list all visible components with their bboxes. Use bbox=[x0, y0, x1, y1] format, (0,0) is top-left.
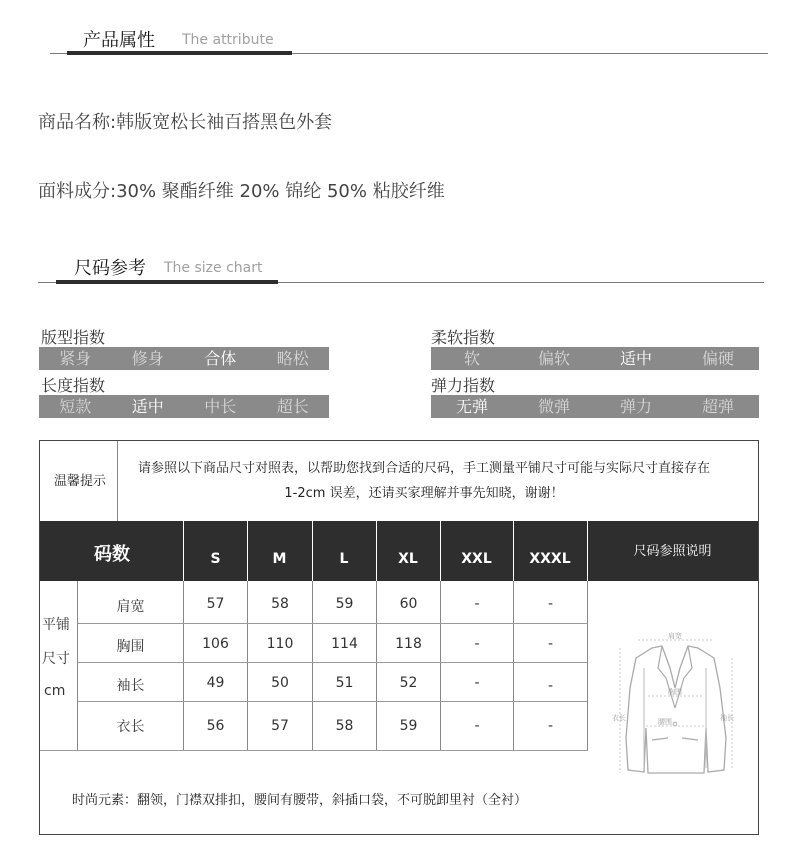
jacket-measurement-diagram bbox=[600, 628, 750, 778]
fit-option: 略松 bbox=[276, 349, 309, 368]
size-cell: - bbox=[547, 636, 554, 652]
size-cell: - bbox=[474, 675, 480, 691]
elasticity-index-label: 弹力指数 bbox=[431, 376, 496, 395]
size-header-accent bbox=[56, 280, 278, 284]
grid-hline bbox=[40, 750, 588, 751]
diagram-label-sleeve: 袖长 bbox=[720, 714, 734, 722]
hint-label: 温馨提示 bbox=[54, 474, 107, 489]
elasticity-option: 微弹 bbox=[537, 397, 570, 416]
fit-option: 紧身 bbox=[59, 349, 92, 368]
row-label: 肩宽 bbox=[116, 599, 145, 615]
header-sep bbox=[440, 521, 441, 581]
size-header-m: M bbox=[272, 551, 287, 567]
grid-hline bbox=[78, 701, 587, 702]
elasticity-option: 超弹 bbox=[701, 397, 734, 416]
size-cell: - bbox=[474, 596, 480, 612]
attr-title: 产品属性 bbox=[83, 30, 155, 51]
row-label: 袖长 bbox=[116, 678, 145, 694]
header-sep bbox=[312, 521, 313, 581]
size-cell: 110 bbox=[266, 636, 294, 652]
size-cell: 59 bbox=[399, 718, 418, 734]
header-sep bbox=[587, 521, 588, 581]
size-header-xxl: XXL bbox=[461, 551, 492, 567]
side-label-line1: 平铺 bbox=[42, 617, 70, 633]
size-cell: - bbox=[547, 718, 554, 734]
length-option: 中长 bbox=[204, 397, 237, 416]
size-header-s: S bbox=[210, 551, 221, 567]
size-cell: - bbox=[474, 718, 480, 734]
size-cell: 51 bbox=[335, 675, 354, 691]
code-header: 码数 bbox=[94, 544, 130, 565]
size-cell: 52 bbox=[399, 675, 418, 691]
fit-option: 修身 bbox=[131, 349, 164, 368]
size-header-l: L bbox=[339, 551, 349, 567]
elasticity-option: 弹力 bbox=[619, 397, 652, 416]
fabric-row bbox=[38, 177, 445, 203]
grid-hline bbox=[78, 662, 587, 663]
softness-option: 偏硬 bbox=[701, 349, 734, 368]
size-cell: - bbox=[547, 596, 554, 612]
fit-index-bar bbox=[39, 347, 329, 370]
size-cell: 114 bbox=[331, 636, 358, 652]
grid-vline bbox=[587, 581, 588, 751]
ref-header: 尺码参照说明 bbox=[633, 544, 712, 559]
attr-subtitle: The attribute bbox=[182, 32, 274, 48]
size-title: 尺码参考 bbox=[74, 258, 146, 279]
size-cell: 57 bbox=[271, 718, 289, 734]
size-cell: 57 bbox=[206, 596, 225, 612]
header-sep bbox=[183, 521, 184, 581]
diagram-label-chest: 胸围 bbox=[668, 688, 682, 696]
size-cell: - bbox=[547, 678, 554, 694]
fit-index-label: 版型指数 bbox=[41, 328, 106, 347]
header-sep bbox=[376, 521, 377, 581]
size-cell: 58 bbox=[335, 718, 354, 734]
length-option: 超长 bbox=[276, 397, 309, 416]
elasticity-option-selected: 无弹 bbox=[455, 397, 488, 416]
length-index-label: 长度指数 bbox=[41, 376, 106, 395]
softness-option: 软 bbox=[463, 349, 480, 368]
length-option-selected: 适中 bbox=[131, 397, 164, 416]
length-option: 短款 bbox=[59, 397, 92, 416]
size-cell: 49 bbox=[206, 675, 225, 691]
fabric-label: 面料成分: bbox=[38, 181, 117, 202]
size-cell: 56 bbox=[206, 718, 225, 734]
hint-text-line2: 1-2cm 误差，还请买家理解并事先知晓，谢谢！ bbox=[284, 486, 564, 501]
hint-text-line1: 请参照以下商品尺寸对照表，以帮助您找到合适的尺码，手工测量平铺尺寸可能与实际尺寸直接存在 bbox=[137, 461, 710, 476]
grid-hline bbox=[78, 623, 587, 624]
product-name-label: 商品名称: bbox=[38, 112, 117, 133]
size-cell: 118 bbox=[395, 636, 422, 652]
softness-index-label: 柔软指数 bbox=[431, 328, 496, 347]
size-cell: 50 bbox=[271, 675, 289, 691]
softness-index-bar bbox=[431, 347, 759, 370]
size-cell: 58 bbox=[271, 596, 289, 612]
size-cell: - bbox=[474, 636, 480, 652]
size-cell: 59 bbox=[335, 596, 354, 612]
size-cell: 60 bbox=[399, 596, 418, 612]
softness-option: 偏软 bbox=[537, 349, 570, 368]
fabric-value: 30% 聚酯纤维 20% 锦纶 50% 粘胶纤维 bbox=[116, 181, 445, 202]
size-header-xxxl: XXXL bbox=[529, 551, 571, 567]
product-name-row bbox=[38, 108, 332, 134]
header-sep bbox=[247, 521, 248, 581]
size-cell: 106 bbox=[202, 636, 229, 652]
side-label-line2: 尺寸 bbox=[42, 651, 70, 667]
elasticity-index-bar bbox=[431, 395, 759, 418]
product-name-value: 韩版宽松长袖百搭黑色外套 bbox=[116, 112, 333, 133]
size-header-xl: XL bbox=[398, 551, 418, 567]
side-label-unit: cm bbox=[44, 683, 66, 699]
row-label: 衣长 bbox=[116, 719, 145, 735]
fit-option-selected: 合体 bbox=[204, 349, 237, 368]
header-sep bbox=[513, 521, 514, 581]
length-index-bar bbox=[39, 395, 329, 418]
diagram-label-shoulder: 肩宽 bbox=[668, 632, 682, 640]
diagram-label-length: 衣长 bbox=[612, 714, 626, 722]
diagram-label-waist: 腰围 bbox=[658, 718, 672, 726]
softness-option-selected: 适中 bbox=[619, 349, 652, 368]
row-label: 胸围 bbox=[116, 639, 145, 655]
size-subtitle: The size chart bbox=[164, 260, 263, 276]
fashion-elements-note: 时尚元素：翻领，门襟双排扣，腰间有腰带，斜插口袋，不可脱卸里衬（全衬） bbox=[72, 793, 528, 808]
